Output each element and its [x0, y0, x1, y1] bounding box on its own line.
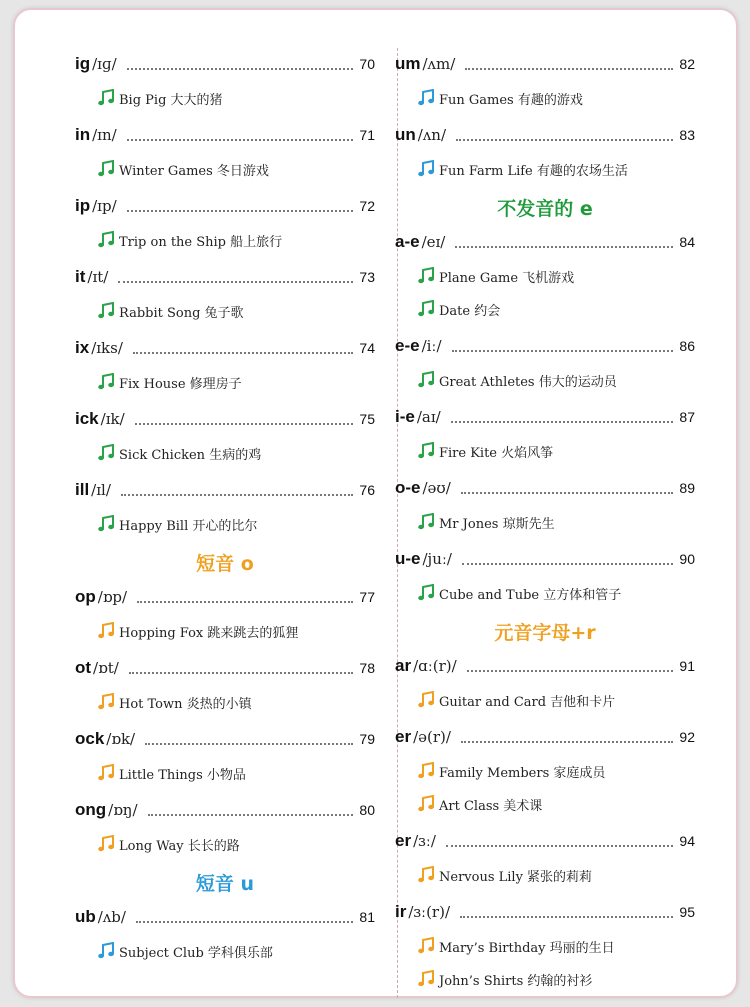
page-number: 77	[359, 589, 375, 605]
entry-head: ir	[395, 902, 407, 921]
entry-head: ub	[75, 907, 96, 926]
entry-phonetic: /ɪl/	[91, 481, 111, 499]
entry-phonetic: /ɒt/	[93, 659, 119, 677]
music-note-icon	[417, 160, 435, 178]
sub-entry-title: Hopping Fox 跳来跳去的狐狸	[119, 625, 299, 641]
leader-dots	[451, 420, 674, 423]
entry-head: ot	[75, 658, 92, 677]
toc-entry[interactable]	[75, 797, 375, 823]
sub-entry-title: Rabbit Song 兔子歌	[119, 305, 244, 321]
page-number: 73	[359, 269, 375, 285]
leader-dots	[455, 245, 673, 248]
entry-head: i-e	[395, 407, 415, 426]
toc-sub-entry[interactable]	[417, 862, 592, 888]
entry-phonetic: /ɜː(r)/	[408, 903, 451, 921]
entry-phonetic: /aɪ/	[416, 408, 441, 426]
entry-phonetic: /ɪɡ/	[92, 55, 117, 73]
toc-sub-entry[interactable]	[97, 689, 252, 715]
entry-phonetic: /əʊ/	[422, 479, 451, 497]
page-number: 86	[679, 338, 695, 354]
sub-entry-title: Winter Games 冬日游戏	[119, 163, 269, 179]
entry-head: in	[75, 125, 91, 144]
page-number: 74	[359, 340, 375, 356]
toc-entry[interactable]	[395, 229, 695, 255]
entry-phonetic: /ɪk/	[100, 410, 125, 428]
entry-phonetic: /ɒk/	[106, 730, 136, 748]
page-number: 89	[679, 480, 695, 496]
leader-dots	[135, 422, 354, 425]
toc-entry[interactable]	[395, 333, 695, 359]
toc-sub-entry[interactable]	[417, 580, 621, 606]
entry-head: it	[75, 267, 86, 286]
toc-entry[interactable]	[75, 904, 375, 930]
music-note-icon	[417, 442, 435, 460]
section-heading: 不发音的 e	[497, 198, 593, 220]
toc-entry[interactable]	[395, 546, 695, 572]
leader-dots	[133, 351, 354, 354]
toc-entry[interactable]	[395, 475, 695, 501]
leader-dots	[118, 280, 353, 283]
entry-head: er	[395, 831, 412, 850]
toc-entry[interactable]	[75, 264, 375, 290]
leader-dots	[127, 67, 354, 70]
toc-sub-entry[interactable]	[97, 440, 261, 466]
entry-phonetic: /iː/	[421, 337, 442, 355]
entry-head: e-e	[395, 336, 420, 355]
music-note-icon	[417, 795, 435, 813]
leader-dots	[456, 138, 673, 141]
sub-entry-title: Fire Kite 火焰风筝	[439, 445, 554, 461]
toc-sub-entry[interactable]	[417, 263, 574, 289]
sub-entry-title: Sick Chicken 生病的鸡	[119, 447, 262, 463]
music-note-icon	[97, 444, 115, 462]
sub-entry-title: Trip on the Ship 船上旅行	[119, 234, 283, 250]
music-note-icon	[417, 691, 435, 709]
page-number: 72	[359, 198, 375, 214]
entry-phonetic: /ʌm/	[422, 55, 456, 73]
toc-sub-entry[interactable]	[97, 298, 244, 324]
entry-head: un	[395, 125, 416, 144]
entry-phonetic: /ɒp/	[97, 588, 128, 606]
sub-entry-title: Fun Games 有趣的游戏	[439, 92, 583, 108]
toc-sub-entry[interactable]	[417, 156, 628, 182]
leader-dots	[460, 915, 673, 918]
sub-entry-title: Fun Farm Life 有趣的农场生活	[439, 163, 628, 179]
music-note-icon	[417, 584, 435, 602]
music-note-icon	[97, 622, 115, 640]
toc-sub-entry[interactable]	[417, 85, 583, 111]
sub-entry-title: Fix House 修理房子	[119, 376, 242, 392]
leader-dots	[461, 740, 673, 743]
entry-phonetic: /ɒŋ/	[108, 801, 138, 819]
sub-entry-title: Date 约会	[439, 303, 501, 319]
column-divider	[397, 48, 398, 998]
toc-sub-entry[interactable]	[417, 758, 605, 784]
toc-entry[interactable]	[75, 477, 375, 503]
entry-phonetic: /ɪt/	[87, 268, 109, 286]
sub-entry-title: Guitar and Card 吉他和卡片	[439, 694, 616, 710]
page-number: 70	[359, 56, 375, 72]
music-note-icon	[97, 942, 115, 960]
entry-head: ip	[75, 196, 91, 215]
toc-entry[interactable]	[75, 406, 375, 432]
entry-phonetic: /juː/	[422, 550, 452, 568]
music-note-icon	[417, 937, 435, 955]
toc-sub-entry[interactable]	[97, 156, 269, 182]
toc-entry[interactable]	[75, 584, 375, 610]
entry-phonetic: /ɪn/	[92, 126, 117, 144]
page-number: 94	[679, 833, 695, 849]
toc-sub-entry[interactable]	[417, 296, 500, 322]
entry-head: ix	[75, 338, 90, 357]
section-heading: 短音 o	[196, 553, 254, 575]
page-number: 75	[359, 411, 375, 427]
leader-dots	[121, 493, 354, 496]
music-note-icon	[97, 89, 115, 107]
leader-dots	[461, 491, 674, 494]
page-number: 80	[359, 802, 375, 818]
entry-head: um	[395, 54, 421, 73]
toc-sub-entry[interactable]	[97, 618, 298, 644]
entry-head: er	[395, 727, 412, 746]
sub-entry-title: John’s Shirts 约翰的衬衫	[439, 973, 593, 989]
toc-sub-entry[interactable]	[417, 966, 592, 992]
sub-entry-title: Subject Club 学科俱乐部	[119, 945, 273, 961]
entry-head: o-e	[395, 478, 421, 497]
toc-sub-entry[interactable]	[417, 687, 615, 713]
page-number: 91	[679, 658, 695, 674]
toc-sub-entry[interactable]	[417, 367, 617, 393]
sub-entry-title: Mr Jones 琼斯先生	[439, 516, 555, 532]
toc-sub-entry[interactable]	[417, 933, 615, 959]
music-note-icon	[417, 866, 435, 884]
entry-phonetic: /ə(r)/	[413, 728, 451, 746]
leader-dots	[129, 671, 354, 674]
music-note-icon	[417, 89, 435, 107]
entry-phonetic: /ʌb/	[97, 908, 126, 926]
music-note-icon	[97, 515, 115, 533]
sub-entry-title: Art Class 美术课	[439, 798, 543, 814]
toc-entry[interactable]	[395, 828, 695, 854]
music-note-icon	[417, 371, 435, 389]
entry-head: ock	[75, 729, 105, 748]
sub-entry-title: Family Members 家庭成员	[439, 765, 606, 781]
toc-sub-entry[interactable]	[417, 509, 555, 535]
sub-entry-title: Cube and Tube 立方体和管子	[439, 587, 622, 603]
entry-phonetic: /ɪks/	[91, 339, 123, 357]
page-number: 79	[359, 731, 375, 747]
page-number: 82	[679, 56, 695, 72]
sub-entry-title: Mary’s Birthday 玛丽的生日	[439, 940, 615, 956]
music-note-icon	[97, 302, 115, 320]
sub-entry-title: Long Way 长长的路	[119, 838, 240, 854]
toc-entry[interactable]	[395, 51, 695, 77]
toc-entry[interactable]	[395, 899, 695, 925]
sub-entry-title: Big Pig 大大的猪	[119, 92, 223, 108]
entry-head: ig	[75, 54, 91, 73]
toc-sub-entry[interactable]	[97, 760, 246, 786]
sub-entry-title: Nervous Lily 紧张的莉莉	[439, 869, 593, 885]
toc-entry[interactable]	[395, 404, 695, 430]
sub-entry-title: Hot Town 炎热的小镇	[119, 696, 252, 712]
leader-dots	[452, 349, 674, 352]
music-note-icon	[97, 373, 115, 391]
entry-phonetic: /ɜː/	[413, 832, 436, 850]
toc-sub-entry[interactable]	[97, 85, 223, 111]
toc-sub-entry[interactable]	[97, 938, 273, 964]
leader-dots	[462, 562, 673, 565]
entry-head: ar	[395, 656, 412, 675]
music-note-icon	[417, 970, 435, 988]
leader-dots	[465, 67, 673, 70]
music-note-icon	[417, 300, 435, 318]
entry-head: ill	[75, 480, 90, 499]
sub-entry-title: Little Things 小物品	[119, 767, 246, 783]
toc-sub-entry[interactable]	[417, 791, 542, 817]
page-number: 76	[359, 482, 375, 498]
page-number: 92	[679, 729, 695, 745]
sub-entry-title: Plane Game 飞机游戏	[439, 270, 575, 286]
page-number: 83	[679, 127, 695, 143]
entry-head: ong	[75, 800, 107, 819]
page-number: 71	[359, 127, 375, 143]
toc-sub-entry[interactable]	[97, 369, 242, 395]
leader-dots	[446, 844, 674, 847]
page-number: 95	[679, 904, 695, 920]
toc-entry[interactable]	[75, 655, 375, 681]
page-number: 81	[359, 909, 375, 925]
leader-dots	[136, 920, 353, 923]
toc-page	[13, 8, 738, 998]
page-number: 78	[359, 660, 375, 676]
music-note-icon	[417, 267, 435, 285]
music-note-icon	[97, 160, 115, 178]
toc-entry[interactable]	[75, 193, 375, 219]
toc-entry[interactable]	[395, 653, 695, 679]
entry-phonetic: /eɪ/	[421, 233, 446, 251]
section-heading: 短音 u	[195, 873, 255, 895]
toc-entry[interactable]	[395, 724, 695, 750]
leader-dots	[148, 813, 354, 816]
entry-head: ick	[75, 409, 99, 428]
entry-head: op	[75, 587, 96, 606]
leader-dots	[467, 669, 674, 672]
entry-phonetic: /ɑː(r)/	[413, 657, 457, 675]
toc-sub-entry[interactable]	[97, 227, 282, 253]
toc-sub-entry[interactable]	[97, 831, 240, 857]
sub-entry-title: Happy Bill 开心的比尔	[119, 518, 258, 534]
music-note-icon	[97, 231, 115, 249]
music-note-icon	[97, 764, 115, 782]
toc-sub-entry[interactable]	[417, 438, 553, 464]
entry-phonetic: /ɪp/	[92, 197, 117, 215]
toc-entry[interactable]	[75, 726, 375, 752]
toc-sub-entry[interactable]	[97, 511, 257, 537]
music-note-icon	[417, 762, 435, 780]
section-heading: 元音字母+r	[494, 622, 596, 644]
toc-entry[interactable]	[75, 51, 375, 77]
leader-dots	[137, 600, 353, 603]
music-note-icon	[97, 693, 115, 711]
sub-entry-title: Great Athletes 伟大的运动员	[439, 374, 617, 390]
entry-head: a-e	[395, 232, 420, 251]
music-note-icon	[417, 513, 435, 531]
page-number: 84	[679, 234, 695, 250]
toc-entry[interactable]	[75, 335, 375, 361]
toc-entry[interactable]	[395, 122, 695, 148]
leader-dots	[127, 138, 354, 141]
leader-dots	[145, 742, 353, 745]
entry-phonetic: /ʌn/	[417, 126, 447, 144]
page-number: 90	[679, 551, 695, 567]
page-number: 87	[679, 409, 695, 425]
leader-dots	[127, 209, 354, 212]
music-note-icon	[97, 835, 115, 853]
toc-entry[interactable]	[75, 122, 375, 148]
entry-head: u-e	[395, 549, 421, 568]
